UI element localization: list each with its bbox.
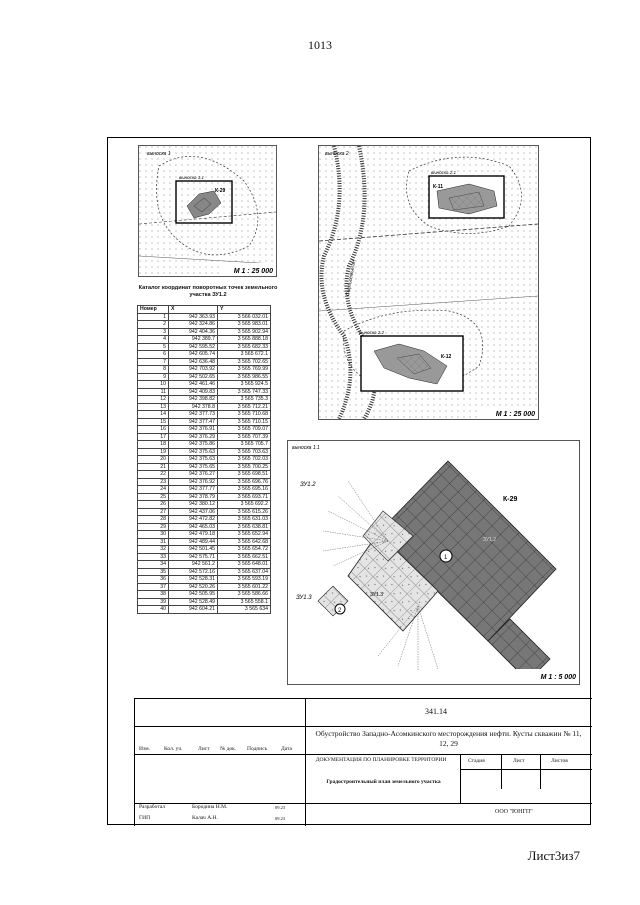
catalog-y: 3 565 747.33 (218, 388, 271, 396)
project-name: Обустройство Западно-Асомкинского месторождения нефти. Кусты скважин № 11, 12, 29 (315, 729, 582, 748)
catalog-row (138, 441, 271, 449)
detail-well: К-29 (503, 496, 518, 503)
catalog-x: 942 472.82 (169, 516, 218, 524)
catalog-y: 3 565 652.94 (218, 531, 271, 539)
catalog-x: 942 363.93 (169, 313, 218, 321)
catalog-y: 3 565 702.65 (218, 358, 271, 366)
catalog-header-row (138, 306, 271, 314)
catalog-x: 942 376.91 (169, 426, 218, 434)
catalog-x: 942 465.03 (169, 523, 218, 531)
catalog-y: 3 565 924.5 (218, 381, 271, 389)
catalog-x: 942 375.86 (169, 441, 218, 449)
doc-title: ДОКУМЕНТАЦИЯ ПО ПЛАНИРОВКЕ ТЕРРИТОРИИ (315, 757, 447, 763)
catalog-point-number: 8 (138, 366, 169, 374)
catalog-y: 3 565 631.03 (218, 516, 271, 524)
catalog-x: 942 375.63 (169, 456, 218, 464)
catalog-x: 942 636.48 (169, 358, 218, 366)
catalog-point-number: 12 (138, 396, 169, 404)
project-code: 341.14 (425, 707, 447, 716)
catalog-row (138, 576, 271, 584)
title-block (134, 698, 592, 826)
detail-zone-2: ЗУ1.3 (296, 595, 312, 601)
inset-map-1-drawing (139, 146, 276, 276)
catalog-point-number: 20 (138, 456, 169, 464)
catalog-y: 3 565 601.22 (218, 583, 271, 591)
catalog-point-number: 39 (138, 598, 169, 606)
catalog-row (138, 546, 271, 554)
catalog-row (138, 403, 271, 411)
catalog-y: 3 565 888.18 (218, 336, 271, 344)
catalog-point-number: 14 (138, 411, 169, 419)
catalog-y: 3 565 902.94 (218, 328, 271, 336)
detail-marker-2: 2 (338, 608, 342, 614)
catalog-y: 3 565 712.21 (218, 403, 271, 411)
catalog-x: 942 479.18 (169, 531, 218, 539)
catalog-point-number: 2 (138, 321, 169, 329)
col-change: Изм. (139, 746, 150, 752)
inset-map-1-sublabel: выноска 1.1 (179, 175, 205, 180)
developer-label: Разработал (139, 804, 166, 810)
inset-map-2-sublabel-2: выноска 2.2 (359, 330, 385, 335)
inset-map-1-label: выноска 1 (147, 151, 171, 157)
catalog-y: 3 565 709.07 (218, 426, 271, 434)
catalog-x: 942 380.12 (169, 501, 218, 509)
catalog-point-number: 11 (138, 388, 169, 396)
catalog-row (138, 493, 271, 501)
detail-marker-1: 1 (444, 555, 448, 561)
catalog-point-number: 18 (138, 441, 169, 449)
catalog-y: 3 565 698.51 (218, 471, 271, 479)
catalog-point-number: 3 (138, 328, 169, 336)
catalog-x: 942 377.73 (169, 411, 218, 419)
col-date: Дата (281, 746, 292, 752)
catalog-x: 942 378.79 (169, 493, 218, 501)
catalog-row (138, 591, 271, 599)
sheet-footer: Лист3из7 (527, 848, 580, 863)
catalog-y: 3 565 710.15 (218, 418, 271, 426)
catalog-x: 942 389.7 (169, 336, 218, 344)
catalog-x: 942 595.52 (169, 343, 218, 351)
catalog-row (138, 343, 271, 351)
catalog-row (138, 336, 271, 344)
catalog-x: 942 404.36 (169, 328, 218, 336)
catalog-row (138, 501, 271, 509)
catalog-x: 942 437.06 (169, 508, 218, 516)
catalog-y: 3 565 695.16 (218, 486, 271, 494)
inset-map-2-well-2: К-12 (441, 354, 452, 360)
sheet-label: Лист (513, 758, 525, 764)
catalog-point-number: 28 (138, 516, 169, 524)
catalog-row (138, 426, 271, 434)
catalog-x: 942 575.71 (169, 553, 218, 561)
gip-name: Калач А.Н. (192, 815, 218, 821)
catalog-x: 942 376.92 (169, 478, 218, 486)
catalog-row (138, 561, 271, 569)
catalog-row (138, 321, 271, 329)
catalog-x: 942 605.74 (169, 351, 218, 359)
catalog-y: 3 565 692.2 (218, 501, 271, 509)
detail-inner-zone-1: ЗУ1.2 (483, 537, 497, 543)
catalog-point-number: 29 (138, 523, 169, 531)
catalog-y: 3 565 703.63 (218, 448, 271, 456)
catalog-x: 942 375.63 (169, 448, 218, 456)
catalog-point-number: 1 (138, 313, 169, 321)
catalog-header-y: Y (218, 306, 271, 314)
inset-map-1 (138, 145, 277, 277)
gip-label: ГИП (139, 815, 151, 821)
catalog-y: 3 565 654.72 (218, 546, 271, 554)
catalog-y: 3 565 662.51 (218, 553, 271, 561)
catalog-row (138, 553, 271, 561)
catalog-point-number: 17 (138, 433, 169, 441)
catalog-y: 3 565 769.99 (218, 366, 271, 374)
catalog-point-number: 27 (138, 508, 169, 516)
catalog-point-number: 26 (138, 501, 169, 509)
catalog-point-number: 16 (138, 426, 169, 434)
catalog-y: 3 565 710.68 (218, 411, 271, 419)
catalog-y: 3 565 615.26 (218, 508, 271, 516)
detail-map (287, 440, 580, 685)
catalog-y: 3 565 986.55 (218, 373, 271, 381)
gip-date: 09.23 (275, 816, 286, 821)
catalog-point-number: 30 (138, 531, 169, 539)
inset-map-2-well-1: К-11 (433, 184, 444, 190)
col-doc: № док. (220, 746, 237, 752)
catalog-y: 3 565 696.76 (218, 478, 271, 486)
catalog-header-number: Номер (138, 306, 169, 314)
catalog-row (138, 606, 271, 614)
catalog-x: 942 489.44 (169, 538, 218, 546)
catalog-row (138, 456, 271, 464)
catalog-x: 942 703.92 (169, 366, 218, 374)
catalog-y: 3 565 648.01 (218, 561, 271, 569)
catalog-x: 942 505.95 (169, 591, 218, 599)
catalog-x: 942 461.46 (169, 381, 218, 389)
catalog-row (138, 381, 271, 389)
catalog-point-number: 33 (138, 553, 169, 561)
catalog-row (138, 366, 271, 374)
developer-date: 09.23 (275, 805, 286, 810)
catalog-point-number: 4 (138, 336, 169, 344)
catalog-x: 942 502.65 (169, 373, 218, 381)
catalog-y: 3 565 558.1 (218, 598, 271, 606)
catalog-point-number: 5 (138, 343, 169, 351)
stage-label: Стадия (468, 758, 485, 764)
detail-map-scale: М 1 : 5 000 (540, 674, 576, 681)
catalog-x: 942 376.29 (169, 433, 218, 441)
catalog-row (138, 471, 271, 479)
catalog-row (138, 328, 271, 336)
catalog-point-number: 24 (138, 486, 169, 494)
catalog-row (138, 433, 271, 441)
catalog-x: 942 376.27 (169, 471, 218, 479)
catalog-row (138, 448, 271, 456)
catalog-x: 942 398.82 (169, 396, 218, 404)
catalog-point-number: 38 (138, 591, 169, 599)
catalog-point-number: 37 (138, 583, 169, 591)
catalog-header-x: X (169, 306, 218, 314)
catalog-x: 942 378.8 (169, 403, 218, 411)
inset-map-2 (318, 145, 539, 420)
catalog-y: 3 565 637.04 (218, 568, 271, 576)
catalog-row (138, 568, 271, 576)
inset-map-1-scale: М 1 : 25 000 (233, 268, 273, 275)
col-signature: Подпись (247, 746, 268, 752)
catalog-x: 942 409.83 (169, 388, 218, 396)
catalog-point-number: 7 (138, 358, 169, 366)
catalog-row (138, 388, 271, 396)
catalog-x: 942 528.49 (169, 598, 218, 606)
catalog-row (138, 478, 271, 486)
catalog-row (138, 583, 271, 591)
catalog-point-number: 10 (138, 381, 169, 389)
catalog-row (138, 351, 271, 359)
catalog-point-number: 22 (138, 471, 169, 479)
catalog-row (138, 516, 271, 524)
detail-zone-1: ЗУ1.2 (300, 482, 316, 488)
catalog-y: 3 565 700.25 (218, 463, 271, 471)
catalog-table (137, 305, 271, 614)
catalog-y: 3 565 672.1 (218, 351, 271, 359)
catalog-point-number: 21 (138, 463, 169, 471)
catalog-title: Каталог координат поворотных точек земельного участка ЗУ1.2 (138, 285, 278, 298)
catalog-y: 3 565 682.33 (218, 343, 271, 351)
catalog-x: 942 377.77 (169, 486, 218, 494)
catalog-y: 3 565 593.19 (218, 576, 271, 584)
catalog-y: 3 565 705.7 (218, 441, 271, 449)
inset-map-2-sublabel-1: выноска 2.1 (431, 170, 457, 175)
catalog-y: 3 565 642.68 (218, 538, 271, 546)
detail-map-drawing (288, 441, 579, 684)
catalog-x: 942 604.21 (169, 606, 218, 614)
catalog-point-number: 15 (138, 418, 169, 426)
catalog-point-number: 6 (138, 351, 169, 359)
catalog-point-number: 31 (138, 538, 169, 546)
catalog-row (138, 396, 271, 404)
catalog-row (138, 313, 271, 321)
sheets-label: Листов (551, 758, 568, 764)
developer-name: Бородина Н.М. (192, 804, 228, 810)
river-label: Сыртьсемьёган (345, 259, 358, 297)
catalog-x: 942 375.65 (169, 463, 218, 471)
catalog-y: 3 565 735.3 (218, 396, 271, 404)
detail-map-label: выноска 1.1 (292, 445, 320, 451)
detail-inner-zone-2: ЗУ1.3 (370, 592, 384, 598)
catalog-y: 3 565 983.01 (218, 321, 271, 329)
catalog-row (138, 598, 271, 606)
catalog-row (138, 358, 271, 366)
catalog-point-number: 32 (138, 546, 169, 554)
catalog-y: 3 565 707.39 (218, 433, 271, 441)
catalog-row (138, 523, 271, 531)
col-sheet: Лист (198, 746, 210, 752)
inset-map-1-well: К-29 (215, 188, 226, 194)
col-count: Кол. уч. (164, 746, 183, 752)
inset-map-2-drawing (319, 146, 538, 419)
catalog-row (138, 418, 271, 426)
catalog-x: 942 528.31 (169, 576, 218, 584)
catalog-y: 3 565 638.81 (218, 523, 271, 531)
catalog-point-number: 13 (138, 403, 169, 411)
catalog-point-number: 36 (138, 576, 169, 584)
catalog-point-number: 23 (138, 478, 169, 486)
catalog-row (138, 508, 271, 516)
inset-map-2-label: выноска 2 (325, 151, 349, 157)
catalog-x: 942 520.26 (169, 583, 218, 591)
catalog-point-number: 40 (138, 606, 169, 614)
catalog-y: 3 565 586.66 (218, 591, 271, 599)
catalog-row (138, 531, 271, 539)
catalog-row (138, 411, 271, 419)
page-number: 1013 (308, 38, 332, 52)
catalog-row (138, 538, 271, 546)
catalog-x: 942 561.2 (169, 561, 218, 569)
catalog-point-number: 35 (138, 568, 169, 576)
catalog-point-number: 19 (138, 448, 169, 456)
drawing-title: Градостроительный план земельного участка (326, 779, 441, 785)
catalog-y: 3 565 702.03 (218, 456, 271, 464)
company-name: ООО "ЮНГП" (495, 809, 533, 815)
catalog-point-number: 9 (138, 373, 169, 381)
catalog-y: 3 565 693.71 (218, 493, 271, 501)
catalog-x: 942 501.45 (169, 546, 218, 554)
catalog-point-number: 25 (138, 493, 169, 501)
catalog-point-number: 34 (138, 561, 169, 569)
catalog-row (138, 486, 271, 494)
catalog-x: 942 572.16 (169, 568, 218, 576)
catalog-x: 942 324.86 (169, 321, 218, 329)
catalog-y: 3 565 634 (218, 606, 271, 614)
catalog-x: 942 377.47 (169, 418, 218, 426)
catalog-row (138, 373, 271, 381)
catalog-y: 3 566 032.01 (218, 313, 271, 321)
inset-map-2-scale: М 1 : 25 000 (495, 411, 535, 418)
catalog-row (138, 463, 271, 471)
